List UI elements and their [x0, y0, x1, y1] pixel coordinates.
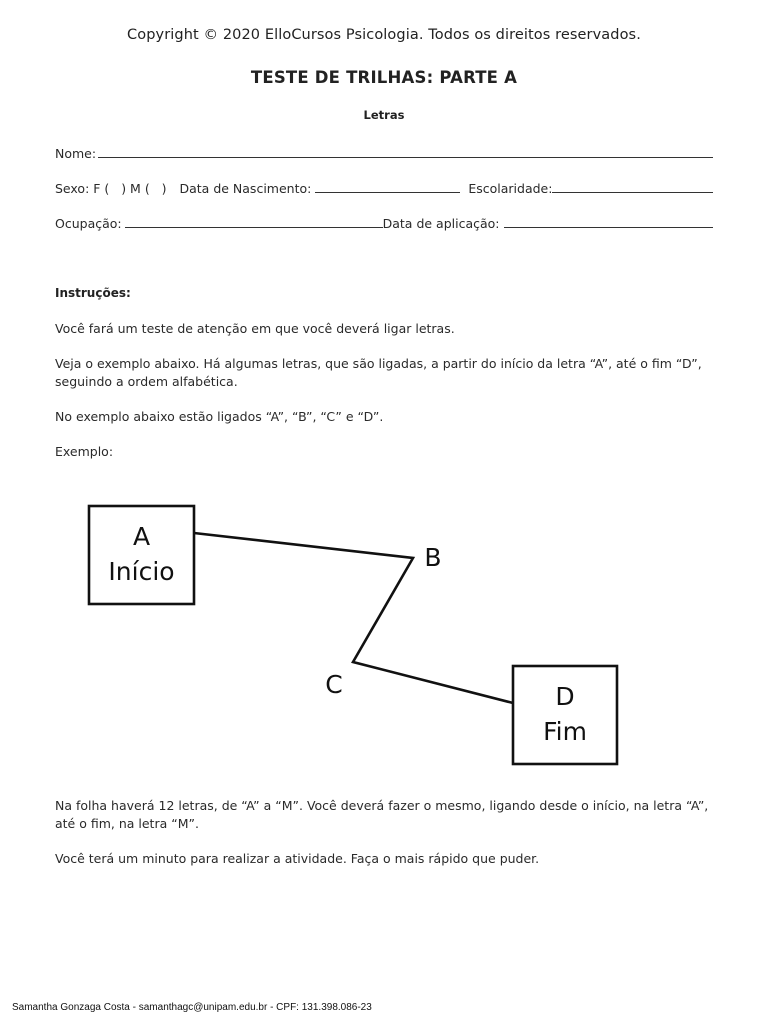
form-row-ocupacao	[55, 213, 713, 231]
instructions-paragraph-6: Você terá um minuto para realizar a atividade. Faça o mais rápido que puder.	[55, 851, 540, 866]
end-label: Fim	[543, 717, 587, 746]
nascimento-field[interactable]	[315, 192, 460, 193]
instructions-heading: Instruções:	[55, 286, 131, 300]
end-box	[513, 666, 617, 764]
form-row-sexo	[55, 178, 713, 196]
page-title: TESTE DE TRILHAS: PARTE A	[250, 68, 518, 87]
instructions-paragraph-1: Você fará um teste de atenção em que você deverá ligar letras.	[55, 321, 455, 336]
start-box	[89, 506, 194, 604]
escolaridade-field[interactable]	[552, 192, 713, 193]
instructions-paragraph-3: No exemplo abaixo estão ligados “A”, “B”, “C” e “D”.	[55, 409, 384, 424]
ocupacao-field[interactable]	[125, 227, 383, 228]
sexo-label: Sexo: F ( ) M ( )	[55, 181, 167, 196]
example-label: Exemplo:	[55, 444, 114, 459]
start-letter: A	[132, 522, 151, 551]
start-label: Início	[108, 557, 175, 586]
nome-field[interactable]	[98, 157, 713, 158]
instructions-paragraph-5: Na folha haverá 12 letras, de “A” a “M”. Você deverá fazer o mesmo, ligando desde o início, na letra “A”, até o fim, na letra “M”.	[55, 798, 709, 831]
end-letter: D	[555, 682, 575, 711]
ocupacao-label: Ocupação:	[55, 216, 122, 231]
aplicacao-label: Data de aplicação:	[382, 216, 500, 231]
nascimento-label: Data de Nascimento:	[179, 181, 312, 196]
connecting-trail-line	[194, 533, 513, 703]
nome-label: Nome:	[55, 146, 97, 161]
instructions-paragraph-2: Veja o exemplo abaixo. Há algumas letras, que são ligadas, a partir do início da letra “A”, até o fim “D”, seguindo a ordem alfabética.	[55, 356, 702, 389]
trail-example-diagram	[0, 480, 768, 780]
letter-c: C	[325, 670, 343, 699]
page-subtitle: Letras	[363, 108, 405, 122]
aplicacao-field[interactable]	[504, 227, 713, 228]
footer-watermark: Samantha Gonzaga Costa - samanthagc@unipam.edu.br - CPF: 131.398.086-23	[12, 1002, 372, 1013]
escolaridade-label: Escolaridade:	[468, 181, 553, 196]
letter-b: B	[424, 543, 442, 572]
copyright-notice: Copyright © 2020 ElloCursos Psicologia. Todos os direitos reservados.	[127, 27, 641, 43]
form-row-nome	[55, 143, 713, 161]
